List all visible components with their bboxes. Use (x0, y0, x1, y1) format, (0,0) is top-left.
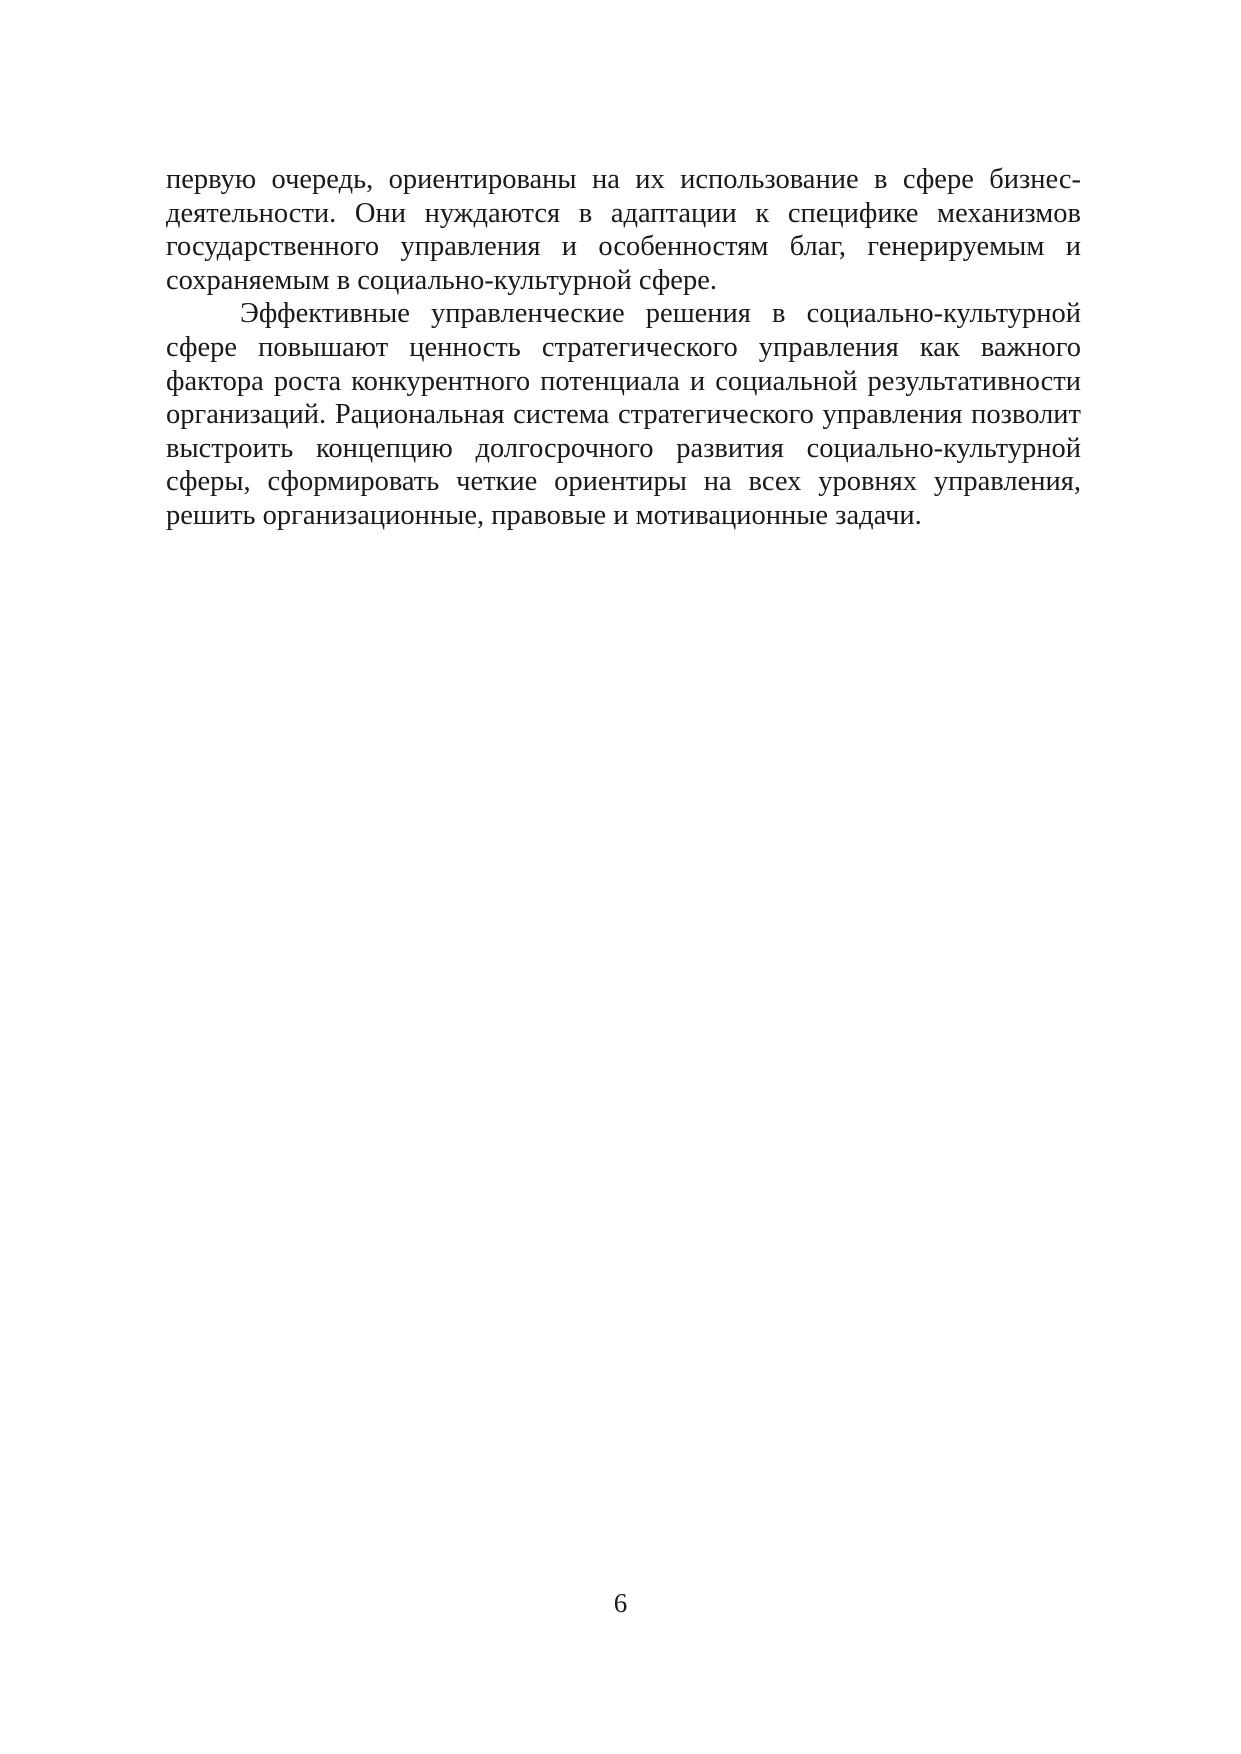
paragraph: Эффективные управленческие решения в социально-культурной сфере повышают ценность стратегического управления как важного фактора роста конкурентного потенциала и социальной результативности организаций. Рациональная система стратегического управления позволит выстроить концепцию долгосрочного развития социально-культурной сферы, сформировать четкие ориентиры на всех уровнях управления, решить организационные, правовые и мотивационные задачи. (166, 298, 1081, 531)
body-text (166, 163, 1081, 533)
paragraph-continuation: первую очередь, ориентированы на их использование в сфере бизнес-деятельности. Они нуждаются в адаптации к специфике механизмов государственного управления и особенностям благ, генерируемым и сохраняемым в социально-культурной сфере. (166, 164, 1081, 296)
page-number: 6 (613, 1588, 628, 1618)
